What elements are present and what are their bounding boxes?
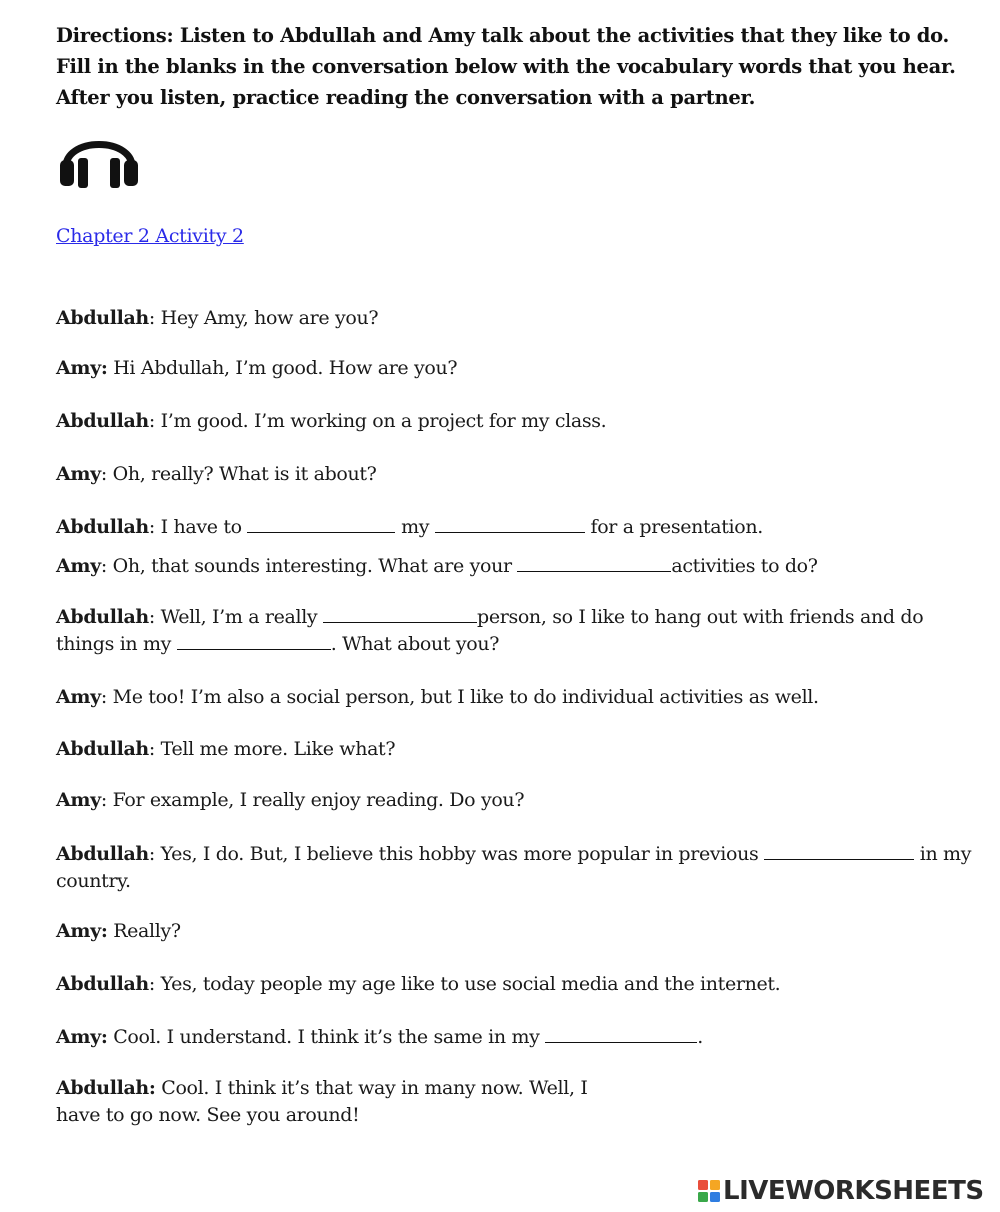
speaker-name: Abdullah	[56, 606, 149, 628]
speaker-name: Amy	[56, 1026, 101, 1048]
fill-blank-3[interactable]	[517, 555, 671, 572]
brand-block-4	[710, 1192, 720, 1202]
dialogue-line-6: Amy: Oh, that sounds interesting. What are your activities to do?	[56, 555, 818, 577]
dialogue-line-1: Abdullah: Hey Amy, how are you?	[56, 307, 379, 329]
dialogue-line-5: Abdullah: I have to my for a presentation.	[56, 516, 763, 538]
directions-text: Directions: Listen to Abdullah and Amy talk about the activities that they like to do. Fill in the blanks in the conversation below with the vocabulary words that you hear. After you listen, practice reading the conversation with a partner.	[56, 24, 956, 109]
brand-name: LIVEWORKSHEETS	[723, 1176, 984, 1206]
brand-block-1	[698, 1180, 708, 1190]
dialogue-line-10: Amy: For example, I really enjoy reading. Do you?	[56, 789, 525, 811]
speaker-name: Abdullah	[56, 516, 149, 538]
fill-blank-1[interactable]	[247, 516, 395, 533]
speaker-name: Amy	[56, 555, 101, 577]
dialogue-line-3: Abdullah: I’m good. I’m working on a project for my class.	[56, 410, 607, 432]
fill-blank-7[interactable]	[545, 1026, 697, 1043]
speaker-name: Abdullah	[56, 307, 149, 329]
fill-blank-2[interactable]	[435, 516, 585, 533]
speaker-name: Abdullah	[56, 410, 149, 432]
dialogue-line-4: Amy: Oh, really? What is it about?	[56, 463, 377, 485]
speaker-name: Amy	[56, 463, 101, 485]
fill-blank-6[interactable]	[764, 843, 914, 860]
brand-blocks-icon	[698, 1178, 720, 1204]
liveworksheets-logo	[698, 1176, 984, 1206]
speaker-name: Abdullah	[56, 973, 149, 995]
headphones-icon[interactable]	[58, 122, 140, 190]
speaker-name: Abdullah	[56, 738, 149, 760]
dialogue-line-8: Amy: Me too! I’m also a social person, but I like to do individual activities as well.	[56, 686, 819, 708]
dialogue-line-9: Abdullah: Tell me more. Like what?	[56, 738, 396, 760]
dialogue-line-13: Abdullah: Yes, today people my age like to use social media and the internet.	[56, 973, 781, 995]
speaker-name: Amy	[56, 789, 101, 811]
dialogue-line-7: Abdullah: Well, I’m a really person, so I like to hang out with friends and do things in my . What about you?	[56, 606, 924, 655]
speaker-name: Amy	[56, 357, 101, 379]
activity-audio-link[interactable]: Chapter 2 Activity 2	[56, 225, 244, 247]
dialogue-line-15: Abdullah: Cool. I think it’s that way in many now. Well, I have to go now. See you around!	[56, 1077, 588, 1126]
speaker-name: Amy	[56, 686, 101, 708]
dialogue-line-12: Amy: Really?	[56, 920, 181, 942]
speaker-name: Abdullah	[56, 843, 149, 865]
fill-blank-5[interactable]	[177, 633, 331, 650]
fill-blank-4[interactable]	[323, 606, 477, 623]
dialogue-line-11: Abdullah: Yes, I do. But, I believe this hobby was more popular in previous in my country.	[56, 843, 972, 892]
dialogue-line-14: Amy: Cool. I understand. I think it’s the same in my .	[56, 1026, 703, 1048]
brand-block-2	[710, 1180, 720, 1190]
speaker-name: Abdullah	[56, 1077, 149, 1099]
brand-block-3	[698, 1192, 708, 1202]
dialogue-line-2: Amy: Hi Abdullah, I’m good. How are you?	[56, 357, 458, 379]
speaker-name: Amy	[56, 920, 101, 942]
